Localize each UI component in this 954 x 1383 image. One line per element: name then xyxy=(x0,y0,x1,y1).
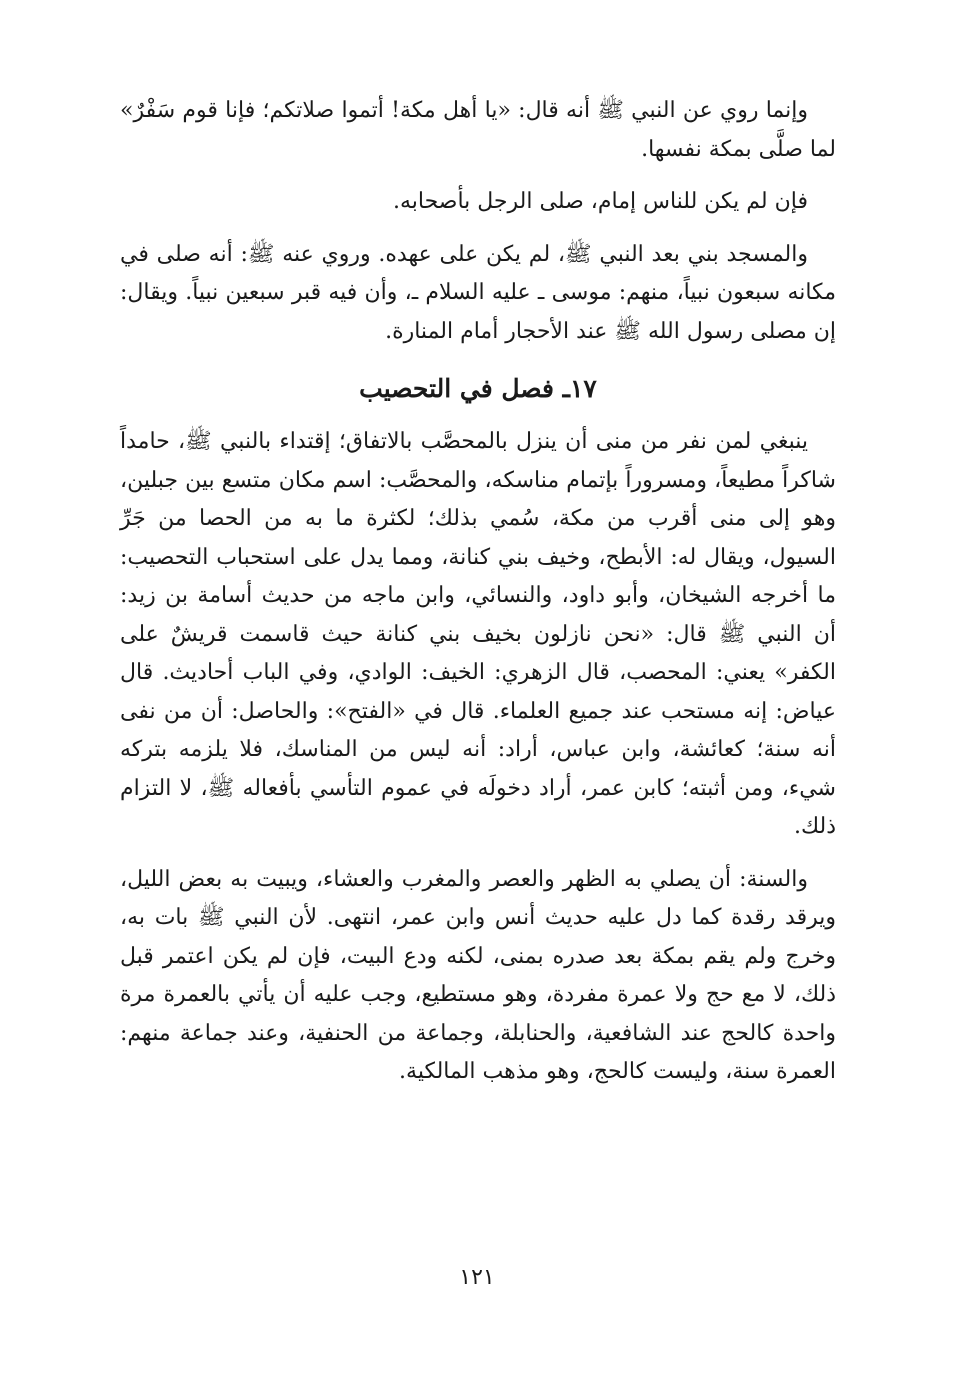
paragraph-3: والمسجد بني بعد النبي ﷺ، لم يكن على عهده. وروي عنه ﷺ: أنه صلى في مكانه سبعون نبياً، منهم: موسى ـ عليه السلام ـ، وأن فيه قبر سبعين نبياً. ويقال: إن مصلى رسول الله ﷺ عند الأحجار أمام المنارة. xyxy=(120,241,836,344)
spacer xyxy=(120,169,836,183)
spacer xyxy=(120,847,836,861)
section-heading: ١٧ـ فصل في التحصيب xyxy=(359,374,597,403)
spacer xyxy=(120,409,836,423)
paragraph-4: ينبغي لمن نفر من منى أن ينزل بالمحصَّب بالاتفاق؛ إقتداء بالنبي ﷺ، حامداً شاكراً مطيعاً، ومسروراً بإتمام مناسكه، والمحصَّب: اسم مكان متسع بين جبلين، وهو إلى منى أقرب من مكة، سُمي بذلك؛ لكثرة ما به من الحصا من جَرِّ السيول، ويقال له: الأبطح، وخيف بني كنانة، ومما يدل على استحباب التحصيب: ما أخرجه الشيخان، وأبو داود، والنسائي، وابن ماجه من حديث أسامة بن زيد: أن النبي ﷺ قال: «نحن نازلون بخيف بني كنانة حيث قاسمت قريشٌ على الكفر» يعني: المحصب، قال الزهري: الخيف: الوادي، وفي الباب أحاديث. قال عياض: إنه مستحب عند جميع العلماء. قال في «الفتح»: والحاصل: أن من نفى أنه سنة؛ كعائشة، وابن عباس، أراد: أنه ليس من المناسك، فلا يلزمه بتركه شيء، ومن أثبته؛ كابن عمر، أراد دخولَه في عموم التأسي بأفعاله ﷺ، لا التزام ذلك. xyxy=(120,429,836,839)
paragraph-5: والسنة: أن يصلي به الظهر والعصر والمغرب والعشاء، ويبيت به بعض الليل، ويرقد رقدة كما دل عليه حديث أنس وابن عمر، انتهى. لأن النبي ﷺ بات به، وخرج ولم يقم بمكة بعد صدره بمنى، لكنه ودع البيت، فإن لم يكن اعتمر قبل ذلك، لا مع حج ولا عمرة مفردة، وهو مستطيع، وجب عليه أن يأتي بالعمرة مرة واحدة كالحج عند الشافعية، والحنابلة، وجماعة من الحنفية، وعند جماعة منهم: العمرة سنة، وليست كالحج، وهو مذهب المالكية. xyxy=(120,866,836,1084)
page-number: ١٢١ xyxy=(459,1265,495,1290)
spacer xyxy=(120,222,836,236)
spacer xyxy=(120,351,836,369)
page-body xyxy=(120,92,836,1092)
paragraph-2: فإن لم يكن للناس إمام، صلى الرجل بأصحابه. xyxy=(392,189,808,214)
paragraph-1: وإنما روي عن النبي ﷺ أنه قال: «يا أهل مكة! أتموا صلاتكم؛ فإنا قوم سَفْرٌ» لما صلَّى بمكة نفسها. xyxy=(120,98,836,162)
